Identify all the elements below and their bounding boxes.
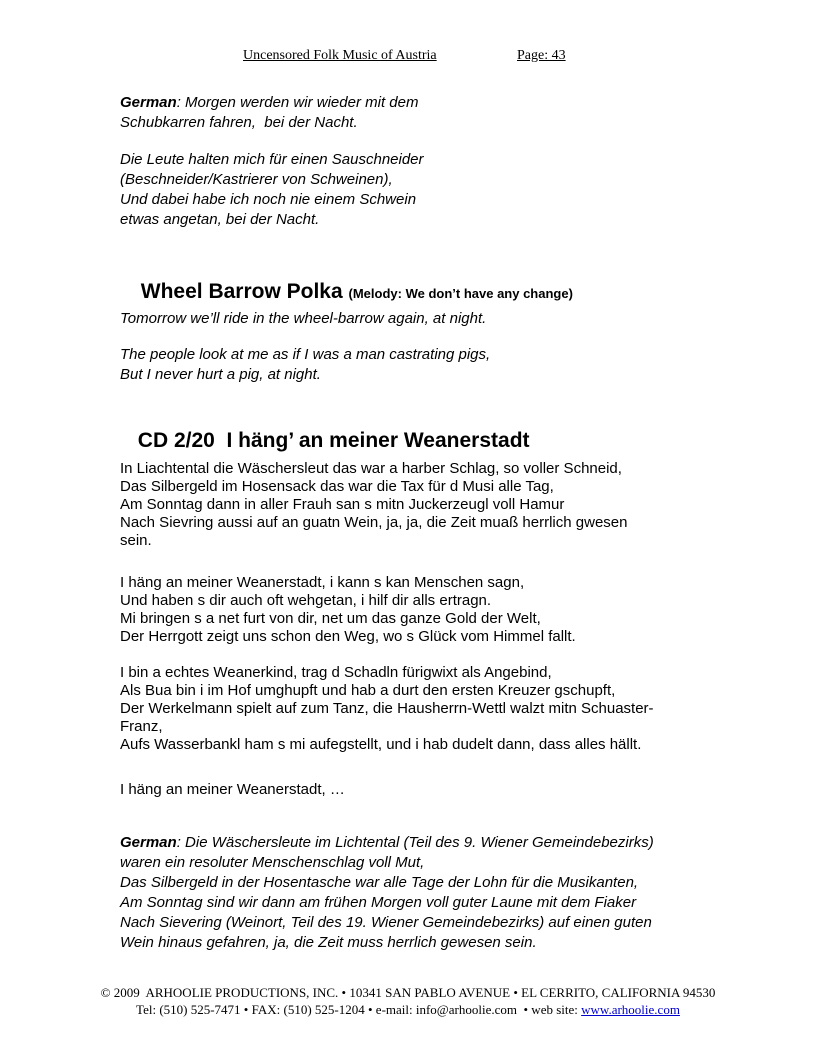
footer-copyright-line: © 2009 ARHOOLIE PRODUCTIONS, INC. • 10341 SAN PABLO AVENUE • EL CERRITO, CALIFORNIA 94530 [100, 985, 716, 1000]
lyric-line: Nach Sievring aussi auf an guatn Wein, ja, ja, die Zeit muaß herrlich gwesen [120, 514, 628, 531]
lyric-line: Am Sonntag dann in aller Frauh san s mitn Juckerzeugl voll Hamur [120, 496, 565, 513]
lyric-line: Als Bua bin i im Hof umghupft und hab a durt den ersten Kreuzer gschupft, [120, 682, 616, 699]
lyric-line: I häng an meiner Weanerstadt, … [120, 781, 345, 798]
lyric-line: Der Herrgott zeigt uns schon den Weg, wo s Glück vom Himmel fallt. [120, 628, 576, 645]
track-title: CD 2/20 I häng’ an meiner Weanerstadt [137, 429, 530, 452]
lyric-line: Und haben s dir auch oft wehgetan, i hilf dir alls ertragn. [120, 592, 492, 609]
text-line: Und dabei habe ich noch nie einem Schwein [120, 191, 417, 208]
text-line: Nach Sievering (Weinort, Teil des 19. Wiener Gemeindebezirks) auf einen guten [120, 914, 652, 931]
lyric-line: Aufs Wasserbankl ham s mi aufegstellt, und i hab dudelt dann, dass alles hällt. [120, 736, 642, 753]
song-title: Wheel Barrow Polka [140, 280, 343, 303]
lyric-line: I bin a echtes Weanerkind, trag d Schadln fürigwixt als Angebind, [120, 664, 552, 681]
text-line: Am Sonntag sind wir dann am frühen Morgen voll guter Laune mit dem Fiaker [120, 894, 637, 911]
page-footer [0, 984, 816, 1018]
lyric-line: Franz, [120, 718, 163, 735]
website-link[interactable]: www.arhoolie.com [581, 1002, 680, 1017]
footer-contact-text: Tel: (510) 525-7471 • FAX: (510) 525-1204 • e-mail: info@arhoolie.com • web site: [136, 1002, 582, 1017]
lyrics-stanza-1 [120, 460, 627, 550]
german-label: German [120, 834, 177, 851]
lyric-line: sein. [120, 532, 152, 549]
lyrics-refrain [120, 781, 345, 799]
german-translation-paragraph-3 [120, 833, 654, 953]
german-translation-paragraph-1 [120, 93, 418, 133]
lyric-line: Das Silbergeld im Hosensack das war die Tax für d Musi alle Tag, [120, 478, 554, 495]
english-lyrics-paragraph-2 [120, 345, 490, 385]
page-number: Page: 43 [517, 48, 566, 63]
english-lyrics-paragraph-1 [120, 309, 486, 329]
lyric-line: I häng an meiner Weanerstadt, i kann s kan Menschen sagn, [120, 574, 525, 591]
footer-contact-line [0, 1001, 816, 1018]
lyric-line: Mi bringen s a net furt von dir, net um das ganze Gold der Welt, [120, 610, 541, 627]
lyrics-stanza-3 [120, 664, 654, 754]
melody-note: (Melody: We don’t have any change) [348, 286, 573, 301]
german-label: German [120, 94, 177, 111]
page-header [0, 48, 816, 68]
text-run: : Die Wäschersleute im Lichtental (Teil des 9. Wiener Gemeindebezirks) [176, 834, 654, 851]
text-line: (Beschneider/Kastrierer von Schweinen), [120, 171, 393, 188]
text-line: etwas angetan, bei der Nacht. [120, 211, 320, 228]
text-run: : Morgen werden wir wieder mit dem [176, 94, 419, 111]
document-title: Uncensored Folk Music of Austria [243, 48, 437, 63]
text-line [120, 833, 654, 853]
text-line: Das Silbergeld in der Hosentasche war alle Tage der Lohn für die Musikanten, [120, 874, 639, 891]
text-line: The people look at me as if I was a man castrating pigs, [120, 346, 491, 363]
text-line: Tomorrow we’ll ride in the wheel-barrow again, at night. [120, 310, 487, 327]
text-line: waren ein resoluter Menschenschlag voll Mut, [120, 854, 425, 871]
text-line: But I never hurt a pig, at night. [120, 366, 321, 383]
lyrics-stanza-2 [120, 574, 576, 646]
german-translation-paragraph-2 [120, 150, 424, 230]
text-line: Wein hinaus gefahren, ja, die Zeit muss herrlich gewesen sein. [120, 934, 537, 951]
text-line: Schubkarren fahren, bei der Nacht. [120, 114, 358, 131]
lyric-line: In Liachtental die Wäschersleut das war a harber Schlag, so voller Schneid, [120, 460, 622, 477]
text-line: Die Leute halten mich für einen Sauschneider [120, 151, 424, 168]
lyric-line: Der Werkelmann spielt auf zum Tanz, die Hausherrn-Wettl walzt mitn Schuaster- [120, 700, 654, 717]
text-line [120, 93, 418, 113]
